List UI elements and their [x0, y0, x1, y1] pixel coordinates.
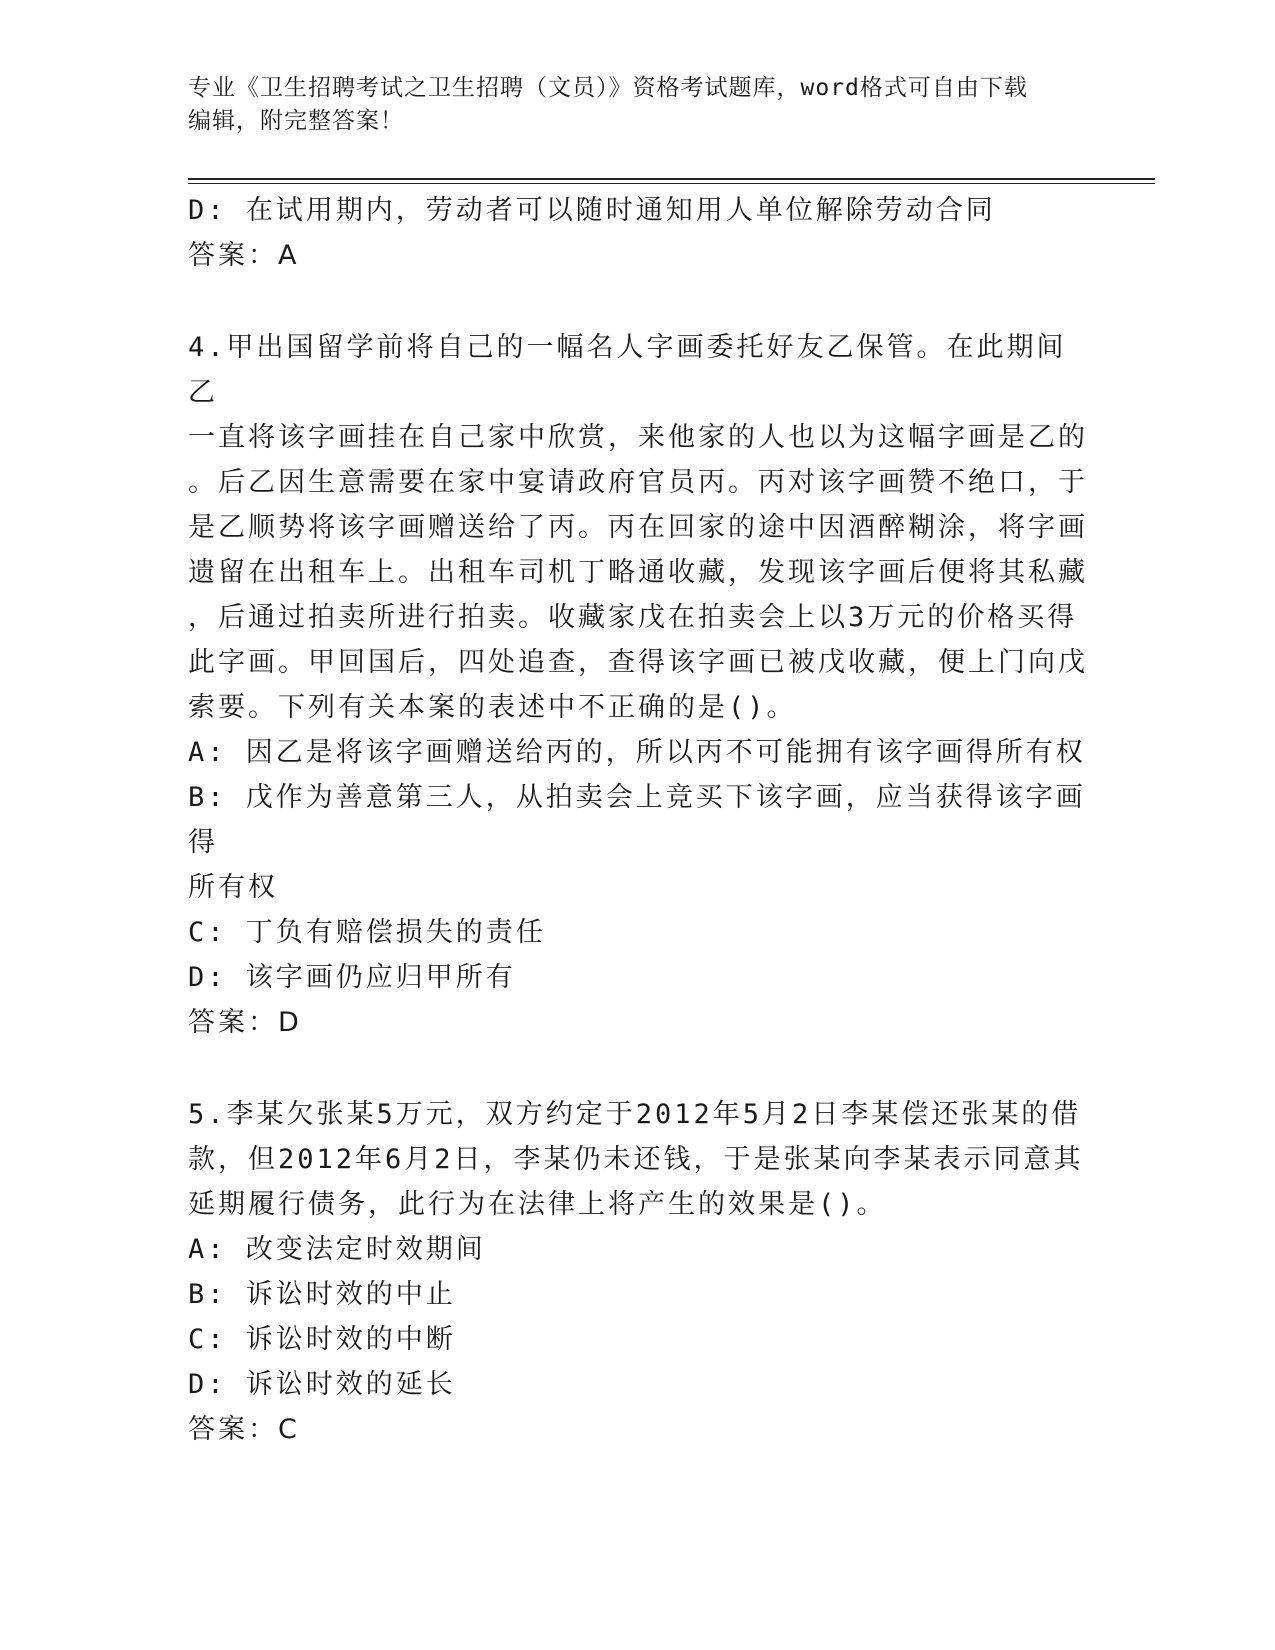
answer-line: 答案：C: [188, 1414, 300, 1445]
option-d: D: 诉讼时效的延长: [188, 1369, 456, 1400]
spacer: [188, 1045, 1088, 1092]
header-line-2: 编辑，附完整答案！: [188, 108, 404, 134]
answer-line: 答案：D: [188, 1007, 302, 1038]
option-b-continued: 所有权: [188, 872, 278, 903]
answer-line: 答案：A: [188, 240, 300, 271]
question-4: [188, 325, 1088, 1045]
option-a: A: 改变法定时效期间: [188, 1234, 486, 1265]
header-divider-thick: [188, 178, 1155, 180]
question-text-line: 4.甲出国留学前将自己的一幅名人字画委托好友乙保管。在此期间乙: [188, 332, 1067, 408]
question-text-line: 是乙顺势将该字画赠送给了丙。丙在回家的途中因酒醉糊涂，将字画: [188, 512, 1088, 543]
question-text-line: 索要。下列有关本案的表述中不正确的是()。: [188, 692, 797, 723]
option-c: C: 丁负有赔偿损失的责任: [188, 917, 546, 948]
question-text-line: 一直将该字画挂在自己家中欣赏，来他家的人也以为这幅字画是乙的: [188, 422, 1088, 453]
page-header: [188, 72, 1078, 138]
question-text-line: 5.李某欠张某5万元，双方约定于2012年5月2日李某偿还张某的借: [188, 1099, 1082, 1130]
option-d: D: 该字画仍应归甲所有: [188, 962, 516, 993]
option-c: C: 诉讼时效的中断: [188, 1324, 456, 1355]
header-line-1: 专业《卫生招聘考试之卫生招聘（文员）》资格考试题库，word格式可自由下载: [188, 75, 1028, 101]
option-b: B: 戊作为善意第三人，从拍卖会上竞买下该字画，应当获得该字画得: [188, 782, 1086, 858]
question-text-line: 延期履行债务，此行为在法律上将产生的效果是()。: [188, 1189, 887, 1220]
previous-question-tail: [188, 188, 1088, 278]
option-b: B: 诉讼时效的中止: [188, 1279, 456, 1310]
question-text-line: 此字画。甲回国后，四处追查，查得该字画已被戊收藏，便上门向戊: [188, 647, 1088, 678]
header-divider-thin: [188, 183, 1155, 184]
option-a: A: 因乙是将该字画赠送给丙的，所以丙不可能拥有该字画得所有权: [188, 737, 1086, 768]
question-text-line: 遗留在出租车上。出租车司机丁略通收藏，发现该字画后便将其私藏: [188, 557, 1088, 588]
question-text-line: 款，但2012年6月2日，李某仍未还钱，于是张某向李某表示同意其: [188, 1144, 1084, 1175]
option-d: D: 在试用期内，劳动者可以随时通知用人单位解除劳动合同: [188, 195, 996, 226]
question-5: [188, 1092, 1088, 1452]
document-body: [188, 188, 1088, 1452]
question-text-line: 。后乙因生意需要在家中宴请政府官员丙。丙对该字画赞不绝口，于: [188, 467, 1088, 498]
question-text-line: ，后通过拍卖所进行拍卖。收藏家戊在拍卖会上以3万元的价格买得: [188, 602, 1078, 633]
spacer: [188, 278, 1088, 325]
